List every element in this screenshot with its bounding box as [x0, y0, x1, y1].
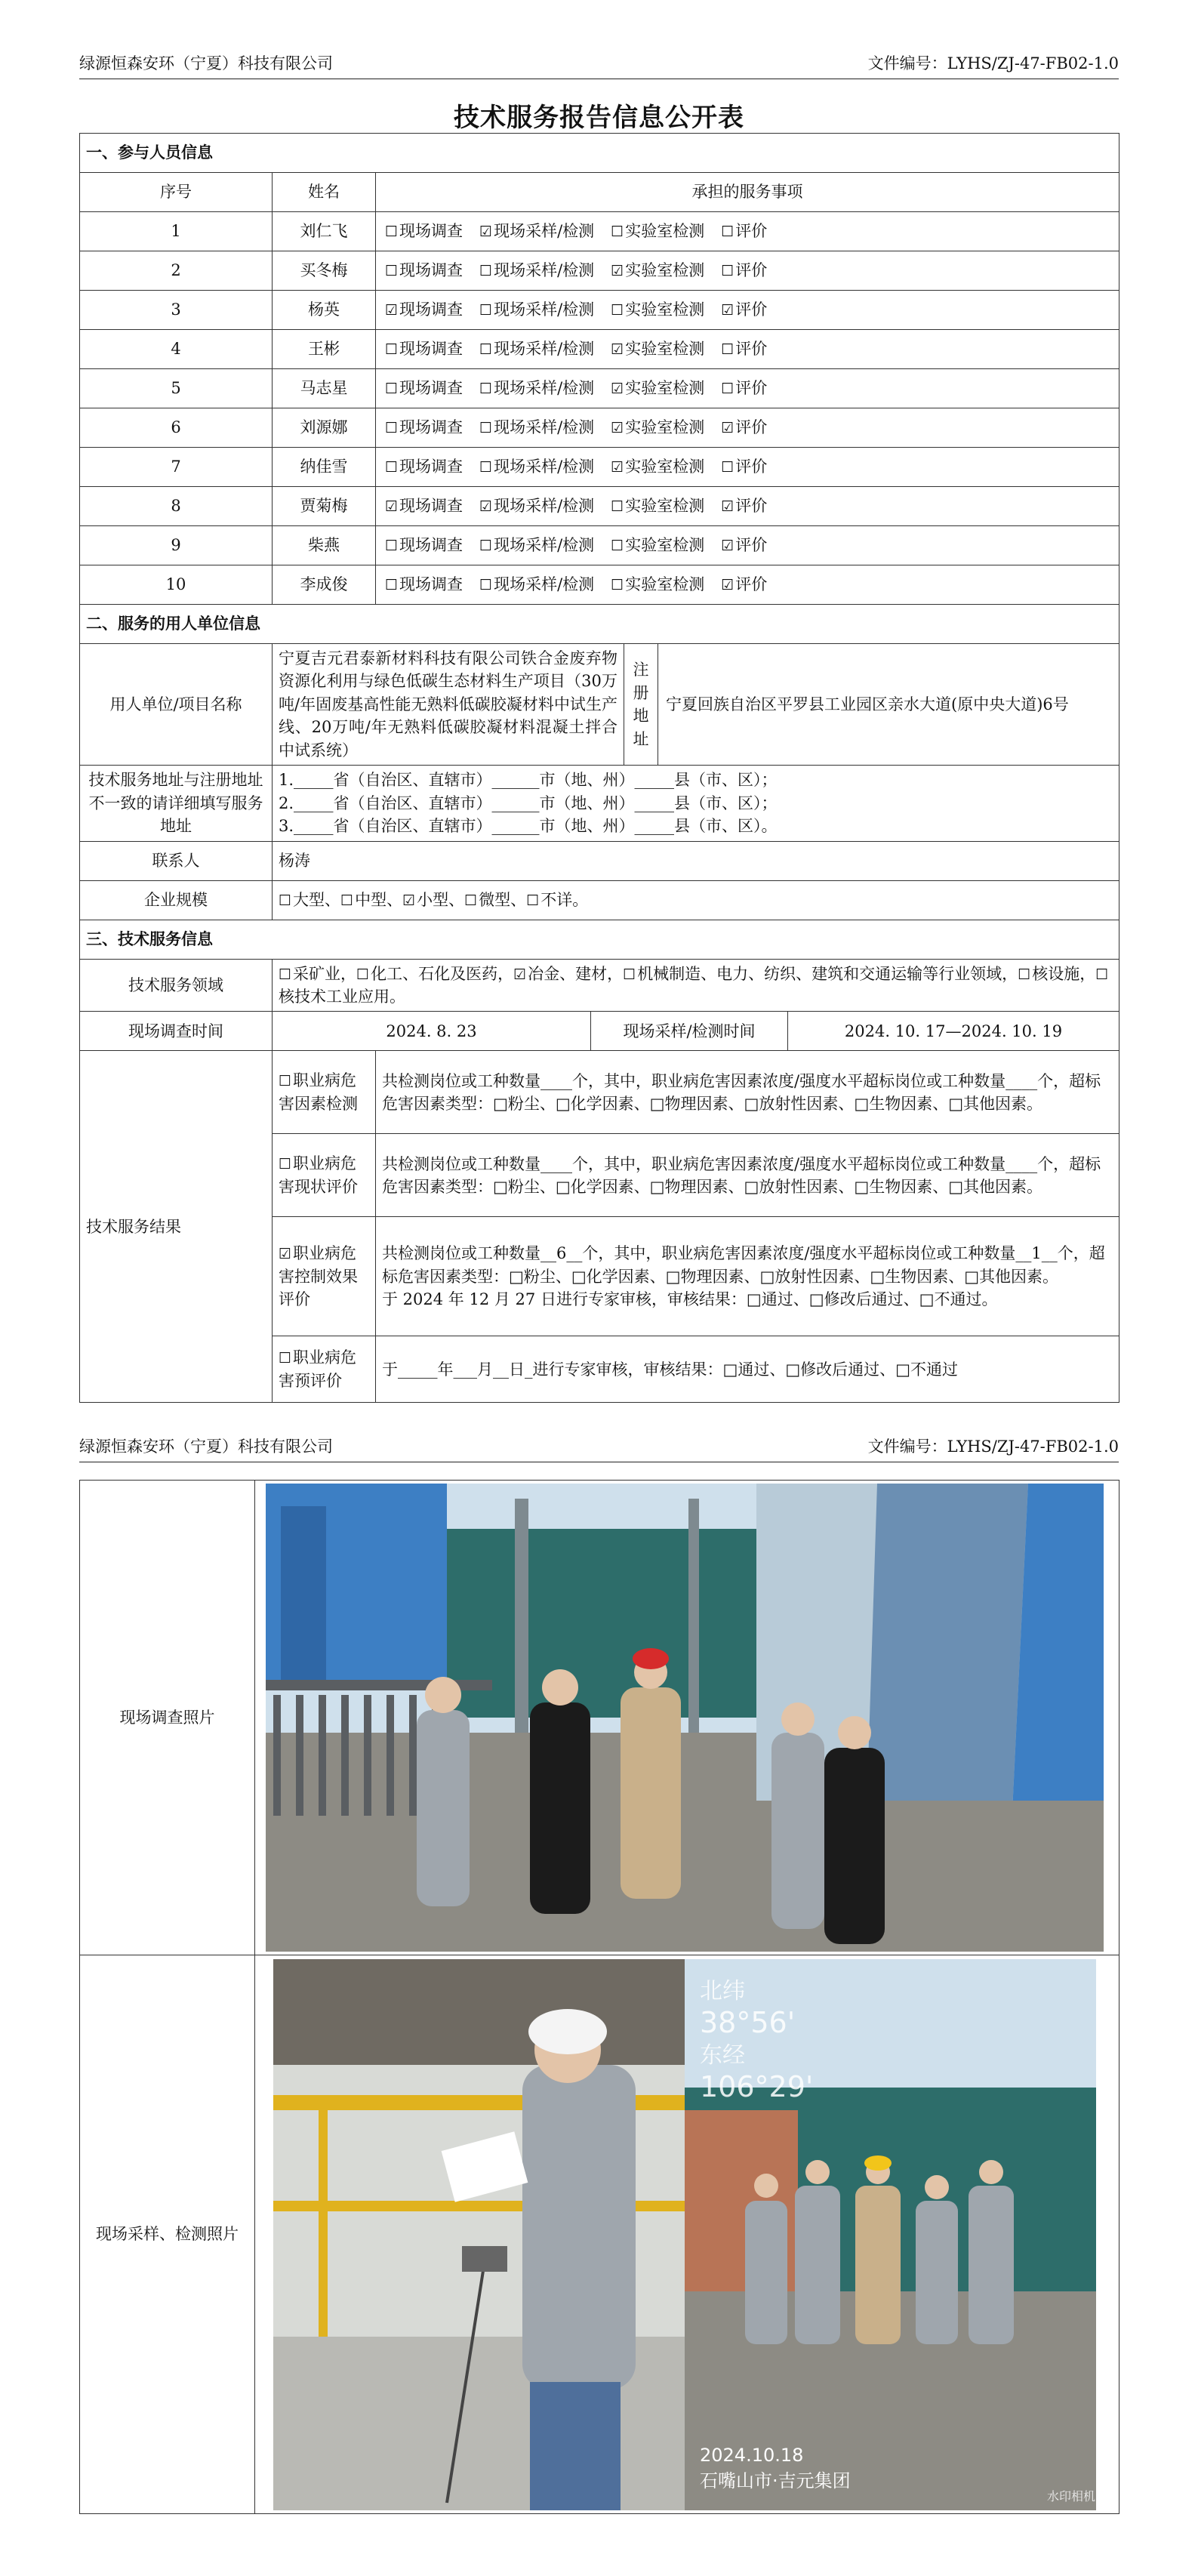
result-4-label: ☐职业病危害预评价	[273, 1336, 376, 1403]
staff-name: 李成俊	[273, 565, 376, 605]
option-label: 大型、	[293, 890, 341, 909]
watermark-label: 水印相机	[1047, 2488, 1096, 2504]
checked-checkbox-icon: ☑	[385, 302, 399, 319]
checkbox-icon: ☐	[611, 498, 624, 516]
table-row	[80, 487, 1119, 526]
option-label: 采矿业，	[293, 964, 357, 983]
col-header-service: 承担的服务事项	[376, 173, 1119, 212]
checkbox-icon: ☐	[279, 1350, 292, 1367]
info-table	[79, 133, 1119, 1403]
checkbox-icon: ☐	[721, 263, 735, 280]
checkbox-icon: ☐	[1018, 966, 1031, 983]
photo-date: 2024.10.18	[700, 2444, 804, 2466]
checkbox-icon: ☐	[385, 381, 399, 398]
checkbox-icon: ☐	[385, 223, 399, 241]
service-item: ☑评价	[721, 418, 768, 437]
staff-name: 杨英	[273, 291, 376, 330]
staff-name: 纳佳雪	[273, 448, 376, 487]
table-row	[80, 369, 1119, 408]
staff-no: 5	[80, 369, 273, 408]
document-number-2: 文件编号：LYHS/ZJ-47-FB02-1.0	[867, 1437, 1119, 1456]
result-1-text: 共检测岗位或工种数量____个，其中，职业病危害因素浓度/强度水平超标岗位或工种数量____个，超标危害因素类型：□粉尘、□化学因素、□物理因素、□放射性因素、□生物因素、□其他因素。	[376, 1051, 1119, 1134]
service-item: ☐现场调查	[385, 222, 463, 241]
service-item: ☑评价	[721, 575, 768, 594]
option-label: 冶金、建材，	[528, 964, 624, 983]
sample-time: 2024. 10. 17—2024. 10. 19	[788, 1012, 1119, 1051]
checked-checkbox-icon: ☑	[721, 420, 735, 437]
staff-name: 王彬	[273, 330, 376, 369]
checkbox-icon: ☐	[385, 420, 399, 437]
option-label: 机械制造、电力、纺织、建筑和交通运输等行业领域，	[637, 964, 1018, 983]
staff-no: 9	[80, 526, 273, 565]
gps-stamp	[700, 1977, 813, 2106]
option-label: 微型、	[479, 890, 527, 909]
service-item: ☑评价	[721, 300, 768, 319]
photo-table	[79, 1480, 1119, 2514]
result-3-text-line1: 共检测岗位或工种数量__6__个，其中，职业病危害因素浓度/强度水平超标岗位或工种数量__1__个，超标危害因素类型：□粉尘、□化学因素、□物理因素、□放射性因素、□生物因素、□其他因素。	[382, 1244, 1105, 1286]
sampling-photos	[266, 1959, 1108, 2510]
address-line-2: 2._____省（自治区、直辖市）______市（地、州）_____县（市、区）；	[279, 793, 778, 812]
result-4-text: 于_____年___月__日_进行专家审核，审核结果：□通过、□修改后通过、□不通过	[376, 1336, 1119, 1403]
checkbox-icon: ☐	[279, 892, 292, 909]
staff-services	[376, 565, 1119, 605]
checkbox-icon: ☐	[385, 538, 399, 555]
checked-checkbox-icon: ☑	[721, 302, 735, 319]
table-row	[80, 408, 1119, 448]
staff-services	[376, 330, 1119, 369]
staff-no: 4	[80, 330, 273, 369]
checkbox-icon: ☐	[385, 577, 399, 594]
result-3-text-line2: 于 2024 年 12 月 27 日进行专家审核，审核结果：□通过、□修改后通过、□不通过。	[382, 1290, 998, 1309]
checkbox-icon: ☐	[479, 381, 493, 398]
staff-services	[376, 369, 1119, 408]
scale-options	[273, 880, 1119, 920]
address-label: 技术服务地址与注册地址不一致的请详细填写服务地址	[80, 766, 273, 841]
table-row	[80, 330, 1119, 369]
service-item: ☑现场调查	[385, 497, 463, 516]
checked-checkbox-icon: ☑	[611, 263, 624, 280]
result-3-text	[376, 1217, 1119, 1336]
service-item: ☐现场采样/检测	[479, 536, 595, 555]
service-item: ☑实验室检测	[611, 261, 705, 280]
checkbox-icon: ☐	[479, 459, 493, 476]
document-number: 文件编号：LYHS/ZJ-47-FB02-1.0	[867, 54, 1119, 72]
address-lines	[273, 766, 1119, 841]
staff-services	[376, 487, 1119, 526]
checkbox-icon: ☐	[611, 538, 624, 555]
company-name-2: 绿源恒森安环（宁夏）科技有限公司	[79, 1437, 333, 1456]
checkbox-icon: ☐	[356, 966, 370, 983]
service-item: ☐现场采样/检测	[479, 340, 595, 359]
gps-stamp-line-4: 106°29'	[700, 2070, 814, 2103]
col-header-name: 姓名	[273, 173, 376, 212]
table-row	[80, 448, 1119, 487]
checked-checkbox-icon: ☑	[513, 966, 527, 983]
section-2-title: 二、服务的用人单位信息	[80, 605, 1119, 644]
unit-value: 宁夏吉元君泰新材料科技有限公司铁合金废弃物资源化利用与绿色低碳生态材料生产项目（30万吨/年固废基高性能无熟料低碳胶凝材料中试生产线、20万吨/年无熟料低碳胶凝材料混凝土拌合中试系统）	[273, 644, 624, 766]
checkbox-icon: ☐	[479, 302, 493, 319]
service-item: ☑实验室检测	[611, 458, 705, 476]
gps-stamp-line-1: 北纬	[700, 1977, 745, 2004]
service-item: ☑评价	[721, 536, 768, 555]
result-1-label: ☐职业病危害因素检测	[273, 1051, 376, 1134]
gps-stamp-line-2: 38°56'	[700, 2006, 796, 2039]
reg-label: 注册地址	[624, 644, 658, 766]
service-item: ☐实验室检测	[611, 575, 705, 594]
company-name: 绿源恒森安环（宁夏）科技有限公司	[79, 54, 333, 72]
result-2-label: ☐职业病危害现状评价	[273, 1134, 376, 1217]
option-label: 核设施，	[1032, 964, 1096, 983]
staff-no: 3	[80, 291, 273, 330]
checked-checkbox-icon: ☑	[402, 892, 416, 909]
checkbox-icon: ☐	[721, 459, 735, 476]
service-item: ☐现场调查	[385, 458, 463, 476]
checkbox-icon: ☐	[526, 892, 540, 909]
service-item: ☐评价	[721, 222, 768, 241]
checked-checkbox-icon: ☑	[479, 223, 493, 241]
staff-no: 6	[80, 408, 273, 448]
checkbox-icon: ☐	[479, 538, 493, 555]
service-item: ☐现场采样/检测	[479, 261, 595, 280]
checked-checkbox-icon: ☑	[721, 498, 735, 516]
page-header	[79, 44, 1119, 79]
service-item: ☐评价	[721, 379, 768, 398]
survey-photo-cell	[255, 1481, 1119, 1955]
field-options	[273, 959, 1119, 1012]
option-label: 中型、	[355, 890, 403, 909]
page-header-2	[79, 1427, 1119, 1462]
staff-name: 马志星	[273, 369, 376, 408]
staff-services	[376, 408, 1119, 448]
checked-checkbox-icon: ☑	[611, 341, 624, 359]
checkbox-icon: ☐	[385, 341, 399, 359]
checkbox-icon: ☐	[721, 381, 735, 398]
service-item: ☑实验室检测	[611, 379, 705, 398]
checked-checkbox-icon: ☑	[721, 577, 735, 594]
checked-checkbox-icon: ☑	[385, 498, 399, 516]
staff-services	[376, 526, 1119, 565]
checkbox-icon: ☐	[340, 892, 354, 909]
table-row	[80, 565, 1119, 605]
staff-no: 10	[80, 565, 273, 605]
checkbox-icon: ☐	[611, 302, 624, 319]
service-item: ☐现场调查	[385, 340, 463, 359]
checkbox-icon: ☐	[1095, 966, 1109, 983]
staff-name: 刘仁飞	[273, 212, 376, 251]
table-row	[80, 526, 1119, 565]
staff-no: 8	[80, 487, 273, 526]
service-item: ☐实验室检测	[611, 222, 705, 241]
option-label: 不详。	[540, 890, 589, 909]
service-item: ☐现场调查	[385, 575, 463, 594]
staff-no: 7	[80, 448, 273, 487]
checked-checkbox-icon: ☑	[479, 498, 493, 516]
staff-no: 2	[80, 251, 273, 291]
checkbox-icon: ☐	[479, 263, 493, 280]
sampling-photo-left	[273, 1959, 685, 2510]
checkbox-icon: ☐	[464, 892, 478, 909]
checkbox-icon: ☐	[721, 223, 735, 241]
survey-photo-left	[266, 1484, 756, 1952]
result-2-text: 共检测岗位或工种数量____个，其中，职业病危害因素浓度/强度水平超标岗位或工种数量____个，超标危害因素类型：□粉尘、□化学因素、□物理因素、□放射性因素、□生物因素、□其他因素。	[376, 1134, 1119, 1217]
service-item: ☐评价	[721, 458, 768, 476]
service-item: ☐现场采样/检测	[479, 418, 595, 437]
sampling-photo-cell	[255, 1955, 1119, 2514]
staff-name: 买冬梅	[273, 251, 376, 291]
checked-checkbox-icon: ☑	[611, 381, 624, 398]
address-line-1: 1._____省（自治区、直辖市）______市（地、州）_____县（市、区）；	[279, 771, 778, 790]
checkbox-icon: ☐	[611, 577, 624, 594]
survey-photos	[266, 1484, 1108, 1952]
checkbox-icon: ☐	[623, 966, 636, 983]
field-label: 技术服务领域	[80, 959, 273, 1012]
table-row	[80, 291, 1119, 330]
staff-services	[376, 212, 1119, 251]
service-item: ☐实验室检测	[611, 300, 705, 319]
checkbox-icon: ☐	[479, 577, 493, 594]
sampling-photo-label: 现场采样、检测照片	[80, 1955, 255, 2514]
result-label: 技术服务结果	[80, 1051, 273, 1403]
survey-photo-label: 现场调查照片	[80, 1481, 255, 1955]
checked-checkbox-icon: ☑	[721, 538, 735, 555]
reg-value: 宁夏回族自治区平罗县工业园区亲水大道(原中央大道)6号	[658, 644, 1119, 766]
scale-label: 企业规模	[80, 880, 273, 920]
contact-value: 杨涛	[273, 841, 1119, 880]
service-item: ☑现场采样/检测	[479, 497, 595, 516]
checked-checkbox-icon: ☑	[611, 420, 624, 437]
service-item: ☑评价	[721, 497, 768, 516]
service-item: ☐现场调查	[385, 536, 463, 555]
survey-time: 2024. 8. 23	[273, 1012, 591, 1051]
checkbox-icon: ☐	[721, 341, 735, 359]
table-row	[80, 212, 1119, 251]
photo-place: 石嘴山市·吉元集团	[700, 2470, 851, 2492]
col-header-no: 序号	[80, 173, 273, 212]
staff-name: 贾菊梅	[273, 487, 376, 526]
checked-checkbox-icon: ☑	[279, 1246, 292, 1263]
service-item: ☐现场采样/检测	[479, 458, 595, 476]
service-item: ☐评价	[721, 261, 768, 280]
checkbox-icon: ☐	[611, 223, 624, 241]
service-item: ☐现场采样/检测	[479, 575, 595, 594]
staff-name: 柴燕	[273, 526, 376, 565]
service-item: ☑实验室检测	[611, 418, 705, 437]
service-item: ☑现场采样/检测	[479, 222, 595, 241]
checkbox-icon: ☐	[479, 420, 493, 437]
staff-services	[376, 251, 1119, 291]
service-item: ☐现场采样/检测	[479, 300, 595, 319]
option-label: 化工、石化及医药，	[371, 964, 514, 983]
survey-photo-right	[756, 1484, 1104, 1952]
staff-services	[376, 448, 1119, 487]
service-item: ☑现场调查	[385, 300, 463, 319]
checkbox-icon: ☐	[279, 1073, 292, 1090]
table-row	[80, 251, 1119, 291]
service-item: ☐现场采样/检测	[479, 379, 595, 398]
service-item: ☐现场调查	[385, 379, 463, 398]
contact-label: 联系人	[80, 841, 273, 880]
checkbox-icon: ☐	[385, 459, 399, 476]
gps-stamp-line-3: 东经	[700, 2041, 745, 2069]
checked-checkbox-icon: ☑	[611, 459, 624, 476]
service-item: ☐实验室检测	[611, 536, 705, 555]
service-item: ☐评价	[721, 340, 768, 359]
checkbox-icon: ☐	[279, 966, 292, 983]
address-line-3: 3._____省（自治区、直辖市）______市（地、州）_____县（市、区）。	[279, 817, 778, 836]
section-3-title: 三、技术服务信息	[80, 920, 1119, 959]
option-label: 核技术工业应用。	[279, 988, 405, 1006]
service-item: ☑实验室检测	[611, 340, 705, 359]
survey-time-label: 现场调查时间	[80, 1012, 273, 1051]
page-title: 技术服务报告信息公开表	[454, 103, 744, 133]
staff-services	[376, 291, 1119, 330]
checkbox-icon: ☐	[279, 1156, 292, 1173]
unit-label: 用人单位/项目名称	[80, 644, 273, 766]
option-label: 小型、	[417, 890, 465, 909]
sample-time-label: 现场采样/检测时间	[591, 1012, 788, 1051]
staff-name: 刘源娜	[273, 408, 376, 448]
service-item: ☐现场调查	[385, 418, 463, 437]
staff-no: 1	[80, 212, 273, 251]
photo-date-stamp	[700, 2442, 851, 2495]
staff-rows	[80, 212, 1119, 605]
checkbox-icon: ☐	[479, 341, 493, 359]
service-item: ☐实验室检测	[611, 497, 705, 516]
service-item: ☐现场调查	[385, 261, 463, 280]
checkbox-icon: ☐	[385, 263, 399, 280]
result-3-label: ☑职业病危害控制效果评价	[273, 1217, 376, 1336]
section-1-title: 一、参与人员信息	[80, 134, 1119, 173]
